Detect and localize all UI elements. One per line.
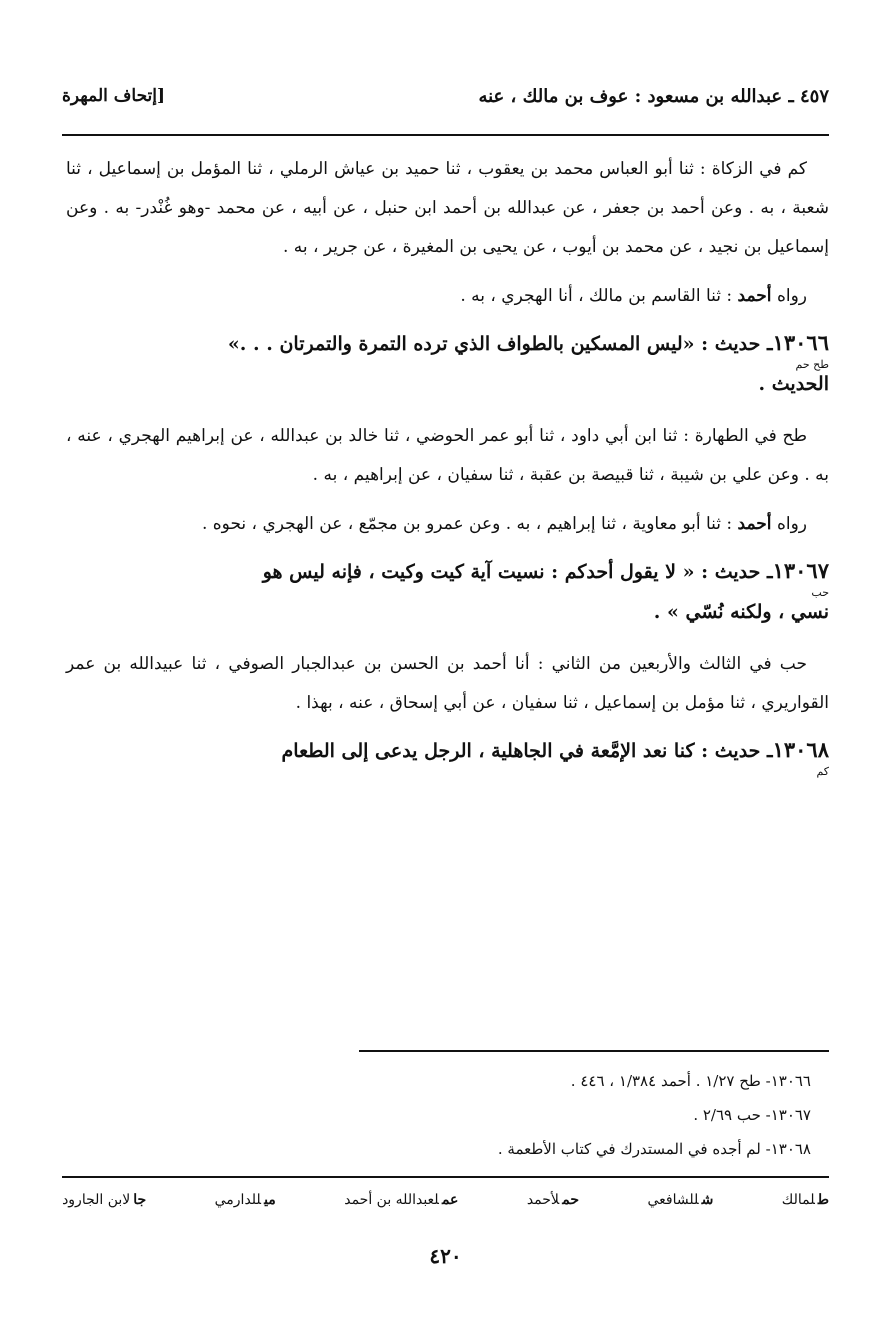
legend-rule — [62, 1176, 829, 1178]
hadith-text: ـ حديث : كنا نعد الإمَّعة في الجاهلية ، الرجل يدعى إلى الطعام — [281, 740, 773, 762]
legend-item: حملأحمد — [526, 1192, 580, 1208]
hadith-number: ١٣٠٦٧ — [772, 558, 829, 583]
hadith-ending: الحديث . — [758, 373, 829, 395]
footnote-rule — [359, 1050, 829, 1052]
footnotes — [200, 1064, 811, 1166]
legend-item: جالابن الجارود — [62, 1192, 147, 1208]
sigla-legend — [62, 1192, 829, 1218]
legend-item: عملعبدالله بن أحمد — [344, 1192, 459, 1208]
book-title: [إتحاف المهرة — [62, 86, 166, 106]
paragraph-1: كم في الزكاة : ثنا أبو العباس محمد بن يعقوب ، ثنا حميد بن عياش الرملي ، ثنا المؤمل بن إسماعيل ، ثنا شعبة ، به . وعن أحمد بن جعفر ، عن عبدالله بن أحمد ابن حنبل ، عن أبيه ، عن محمد -وهو غُنْدر- به . وعن إسماعيل بن نجيد ، عن محمد بن أيوب ، عن يحيى بن المغيرة ، عن جرير ، به . — [66, 159, 829, 257]
header-rule — [62, 134, 829, 136]
legend-item: طلمالك — [781, 1192, 829, 1208]
hadith-13068 — [66, 733, 829, 778]
footnote: ١٣٠٦٦- طح ١/٢٧ . أحمد ١/٣٨٤ ، ٤٤٦ . — [570, 1072, 811, 1090]
legend-item: ميللدارمي — [214, 1192, 276, 1208]
hadith-13066 — [66, 326, 829, 401]
paragraph-4: رواه أحمد : ثنا أبو معاوية ، ثنا إبراهيم ، به . وعن عمرو بن مجمّع ، عن الهجري ، نحوه . — [201, 514, 807, 534]
page-number: ٤٢٠ — [429, 1244, 462, 1268]
hadith-ending: نسي ، ولكنه نُسّي » . — [653, 601, 829, 623]
hadith-13067 — [66, 554, 829, 629]
paragraph-3: طح في الطهارة : ثنا ابن أبي داود ، ثنا أبو عمر الحوضي ، ثنا خالد بن عبدالله ، عن إبراهيم الهجري ، عنه ، به . وعن علي بن شيبة ، ثنا قبيصة بن عقبة ، ثنا سفيان ، عن إبراهيم ، به . — [66, 426, 829, 485]
paragraph-5: حب في الثالث والأربعين من الثاني : أنا أحمد بن الحسن بن عبدالجبار الصوفي ، ثنا عبيدالله بن عمر القواريري ، ثنا مؤمل بن إسماعيل ، ثنا سفيان ، عن أبي إسحاق ، عنه ، بهذا . — [66, 654, 829, 713]
hadith-text: ـ حديث : « لا يقول أحدكم : نسيت آية كيت وكيت ، فإنه ليس هو — [262, 561, 773, 583]
hadith-number: ١٣٠٦٦ — [772, 330, 829, 355]
source-sigla: كم — [816, 765, 829, 778]
chapter-heading: ٤٥٧ ـ عبدالله بن مسعود : عوف بن مالك ، عنه — [478, 86, 829, 107]
hadith-number: ١٣٠٦٨ — [772, 737, 829, 762]
footnote: ١٣٠٦٨- لم أجده في المستدرك في كتاب الأطعمة . — [497, 1140, 811, 1158]
source-sigla: حب — [811, 586, 829, 599]
hadith-text: ـ حديث : «ليس المسكين بالطواف الذي ترده التمرة والتمرتان . . .» — [227, 333, 773, 355]
footnote: ١٣٠٦٧- حب ٢/٦٩ . — [693, 1106, 811, 1124]
source-sigla: طح حم — [795, 358, 829, 371]
paragraph-2: رواه أحمد : ثنا القاسم بن مالك ، أنا الهجري ، به . — [460, 286, 807, 306]
legend-item: شللشافعي — [647, 1192, 714, 1208]
running-header — [62, 86, 829, 120]
main-text — [66, 150, 829, 790]
